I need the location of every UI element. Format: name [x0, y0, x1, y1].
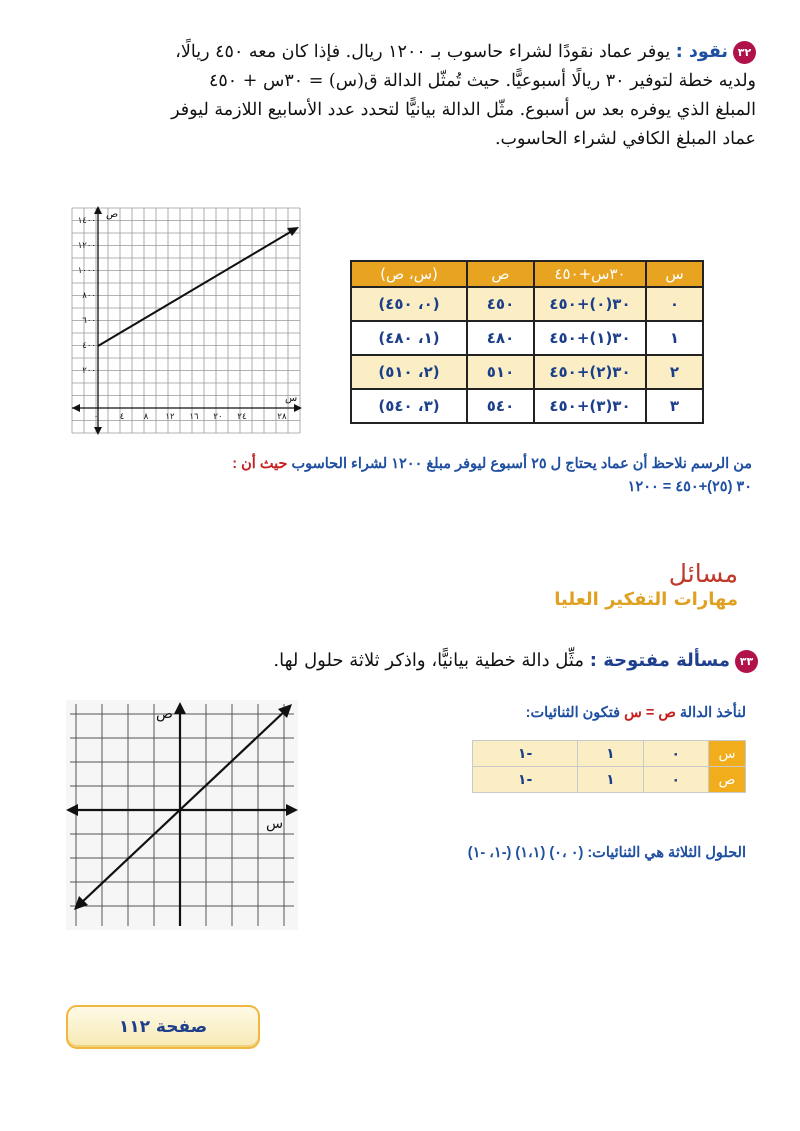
table-cell: ١	[578, 767, 643, 793]
grid-32	[72, 208, 300, 433]
x-tick-label: ٢٨	[277, 412, 287, 422]
x-tick-label: ٨	[143, 412, 149, 422]
table-header-cell: س	[709, 741, 746, 767]
y-axis-label: ص	[156, 706, 173, 722]
problem-keyword: مسألة مفتوحة :	[589, 650, 730, 671]
table-cell: ٣٠(٢)+٤٥٠	[534, 355, 646, 389]
table-cell: ١	[578, 741, 643, 767]
note-equation: ٣٠ (٢٥)+٤٥٠ = ١٢٠٠	[627, 479, 752, 495]
note-highlight: حيث أن :	[232, 456, 288, 472]
y-tick-label: ٨٠٠	[82, 291, 96, 301]
table-cell: ٥١٠	[467, 355, 534, 389]
x-axis-label: س	[285, 393, 298, 404]
table-cell: ٥٤٠	[467, 389, 534, 423]
table-cell: -١	[473, 767, 578, 793]
table-cell: ٣٠(١)+٤٥٠	[534, 321, 646, 355]
y-tick-label: ٤٠٠	[82, 341, 96, 351]
x-axis-arrow-icon	[294, 404, 302, 412]
x-axis-label: س	[266, 816, 284, 832]
x-tick-label: ١٢	[165, 412, 175, 422]
answer-note-32	[30, 453, 752, 499]
table-row	[351, 321, 703, 355]
section-heading	[520, 560, 738, 612]
problem-text: مثِّل دالة خطية بيانيًّا، واذكر ثلاثة حلول لها.	[273, 650, 585, 671]
x-tick-label: ٢٠	[213, 412, 223, 422]
problem-line: يوفر عماد نقودًا لشراء حاسوب بـ ١٢٠٠ ريال. فإذا كان معه ٤٥٠ ريالًا،	[175, 42, 671, 62]
table-cell: ٢	[646, 355, 703, 389]
section-subtitle: مهارات التفكير العليا	[554, 589, 738, 610]
x-axis-arrow-left-icon	[72, 404, 80, 412]
problem-33	[150, 646, 758, 676]
table-header-cell: ص	[467, 261, 534, 287]
table-row	[473, 741, 746, 767]
table-cell: ٣٠(٣)+٤٥٠	[534, 389, 646, 423]
x-tick-label: ٠	[93, 412, 99, 422]
problem-number-badge: ٣٢	[733, 41, 756, 64]
table-cell: -١	[473, 741, 578, 767]
table-cell: ٤٨٠	[467, 321, 534, 355]
section-title: مسائل	[668, 559, 738, 588]
table-cell: ٤٥٠	[467, 287, 534, 321]
table-header-cell: س	[646, 261, 703, 287]
solutions-33: الحلول الثلاثة هي الثنائيات: (٠ ،٠) (١،١) (-١، -١)	[467, 845, 746, 861]
y-axis-arrow-up-icon	[94, 206, 102, 214]
problem-line: عماد المبلغ الكافي لشراء الحاسوب.	[494, 129, 756, 149]
table-row	[473, 767, 746, 793]
note-text: من الرسم نلاحظ أن عماد يحتاج ل ٢٥ أسبوع ليوفر مبلغ ١٢٠٠ لشراء الحاسوب	[291, 456, 752, 472]
table-cell: (٣، ٥٤٠)	[351, 389, 467, 423]
line-arrow-icon	[287, 227, 299, 236]
table-row	[351, 287, 703, 321]
y-tick-label: ١٤٠٠	[77, 216, 96, 226]
table-cell: (٠، ٤٥٠)	[351, 287, 467, 321]
x-tick-label: ٤	[119, 412, 125, 422]
table-row	[351, 389, 703, 423]
y-tick-label: ١٠٠٠	[77, 266, 96, 276]
answer-text: فتكون الثنائيات:	[525, 705, 621, 721]
table-cell: ٣٠(٠)+٤٥٠	[534, 287, 646, 321]
problem-line: المبلغ الذي يوفره بعد س أسبوع. مثّل الدالة بيانيًّا لتحدد عدد الأسابيع اللازمة ليوفر	[171, 100, 756, 120]
table-cell: ٣	[646, 389, 703, 423]
x-tick-label: ٢٤	[237, 412, 247, 422]
table-cell: (٢، ٥١٠)	[351, 355, 467, 389]
y-axis-label: ص	[106, 209, 119, 220]
answer-text: لنأخذ الدالة	[679, 705, 746, 721]
table-header-cell: (س، ص)	[351, 261, 467, 287]
table-header-cell: ٣٠س+٤٥٠	[534, 261, 646, 287]
function-line	[98, 231, 292, 346]
table-cell: ١	[646, 321, 703, 355]
table-row	[351, 355, 703, 389]
graph-33	[66, 700, 298, 930]
problem-number-badge: ٣٣	[735, 650, 758, 673]
table-cell: ٠	[643, 741, 708, 767]
problem-keyword: نقود :	[675, 42, 728, 62]
graph-32	[70, 205, 302, 435]
x-tick-label: ١٦	[189, 412, 199, 422]
table-cell: (١، ٤٨٠)	[351, 321, 467, 355]
values-table-33	[472, 740, 746, 793]
y-tick-label: ٦٠٠	[82, 316, 96, 326]
answer-highlight: ص = س	[624, 705, 676, 721]
problem-32	[110, 38, 756, 154]
y-tick-label: ٢٠٠	[82, 366, 96, 376]
y-axis-arrow-icon	[94, 427, 102, 435]
page-number-tab	[66, 1005, 260, 1049]
y-tick-label: ١٢٠٠	[77, 241, 96, 251]
answer-intro-33	[380, 702, 746, 724]
page-number-label: صفحة ١١٢	[118, 1017, 208, 1037]
table-header-cell: ص	[709, 767, 746, 793]
values-table-32	[350, 260, 704, 424]
table-header-row	[351, 261, 703, 287]
problem-line: ولديه خطة لتوفير ٣٠ ريالًا أسبوعيًّا. حيث تُمثّل الدالة ق(س) = ٣٠س + ٤٥٠	[208, 71, 756, 91]
table-cell: ٠	[646, 287, 703, 321]
table-cell: ٠	[643, 767, 708, 793]
